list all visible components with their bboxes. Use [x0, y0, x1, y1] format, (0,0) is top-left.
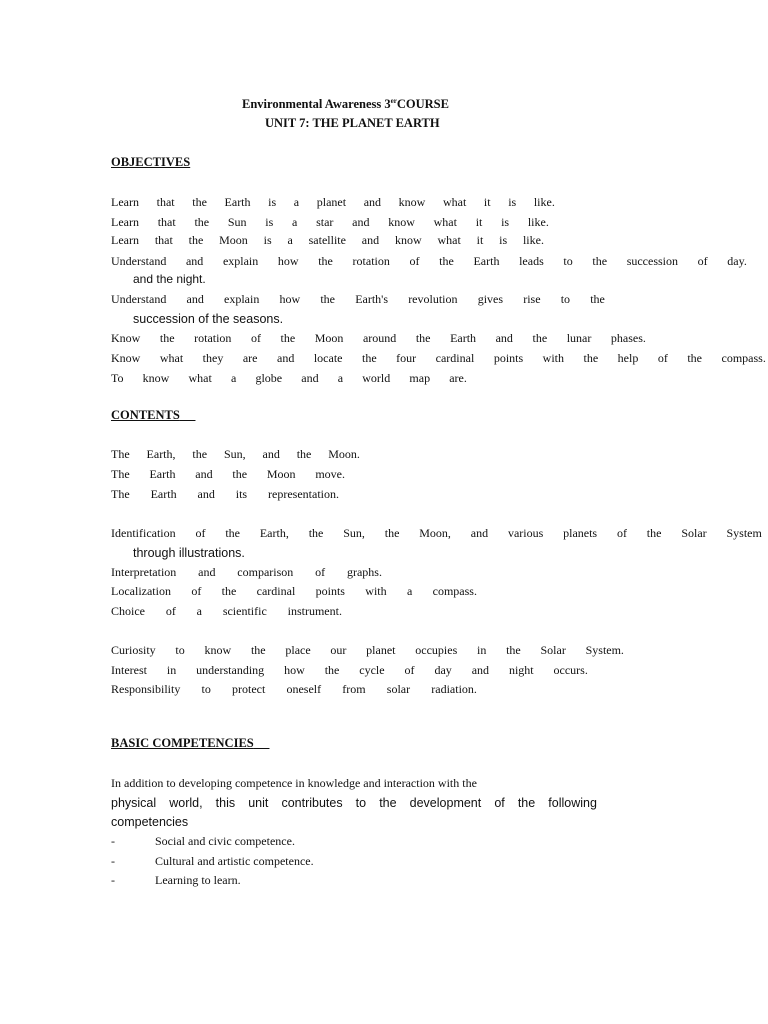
- word: Earth,: [259, 526, 289, 540]
- word: The: [111, 487, 130, 501]
- word: it: [483, 195, 491, 209]
- word: map: [409, 371, 431, 385]
- word: world: [362, 371, 391, 385]
- word: the: [517, 796, 536, 810]
- word: the: [384, 526, 400, 540]
- word: the: [324, 663, 340, 677]
- word: Earth: [473, 254, 500, 268]
- word: are: [242, 351, 258, 365]
- course-title: [242, 97, 449, 112]
- word: a: [196, 604, 202, 618]
- word: Responsibility: [111, 682, 181, 696]
- word: the: [188, 233, 204, 247]
- word: Sun,: [343, 526, 365, 540]
- word: know: [204, 643, 232, 657]
- unit-title: UNIT 7: THE PLANET EARTH: [265, 116, 440, 130]
- bullet-dash: -: [111, 834, 115, 848]
- objective-line: [111, 232, 544, 248]
- word: Earth,: [146, 447, 176, 461]
- word: to: [563, 254, 573, 268]
- word: like.: [527, 215, 549, 229]
- word: rise: [523, 292, 541, 306]
- word: the: [192, 195, 207, 209]
- word: Learn: [111, 195, 139, 209]
- word: with: [365, 584, 387, 598]
- word: and: [361, 233, 380, 247]
- word: Moon,: [419, 526, 451, 540]
- word: points: [493, 351, 524, 365]
- word: that: [157, 215, 176, 229]
- word: the: [232, 467, 248, 481]
- word: Learn: [111, 215, 139, 229]
- word: phases.: [610, 331, 646, 345]
- word: day.: [727, 254, 747, 268]
- word: and: [471, 663, 490, 677]
- word: radiation.: [431, 682, 477, 696]
- word: and: [198, 565, 216, 579]
- word: the: [308, 526, 324, 540]
- word: is: [508, 195, 517, 209]
- word: place: [285, 643, 311, 657]
- word: and: [301, 371, 319, 385]
- word: the: [646, 526, 662, 540]
- word: rotation: [352, 254, 390, 268]
- course-title-prefix: Environmental Awareness 3: [242, 97, 391, 112]
- word: what: [437, 233, 461, 247]
- word: our: [330, 643, 347, 657]
- word: in: [476, 643, 487, 657]
- word: of: [315, 565, 326, 579]
- word: Interpretation: [111, 565, 177, 579]
- objective-continuation: succession of the seasons.: [133, 312, 284, 326]
- word: and: [352, 215, 370, 229]
- word: protect: [232, 682, 266, 696]
- objective-line: [111, 194, 555, 210]
- word: Earth: [150, 487, 177, 501]
- word: know: [398, 195, 426, 209]
- word: of: [191, 584, 202, 598]
- competencies-heading-text: BASIC COMPETENCIES: [111, 736, 254, 750]
- word: the: [592, 254, 608, 268]
- word: Solar: [540, 643, 566, 657]
- word: the: [221, 584, 237, 598]
- word: lunar: [566, 331, 592, 345]
- bullet-dash: -: [111, 854, 115, 868]
- word: to: [175, 643, 185, 657]
- word: System.: [585, 643, 624, 657]
- competencies-intro-3: competencies: [111, 815, 189, 829]
- word: know: [142, 371, 170, 385]
- word: occupies: [415, 643, 458, 657]
- word: solar: [386, 682, 411, 696]
- word: cycle: [359, 663, 385, 677]
- word: the: [415, 331, 431, 345]
- word: a: [292, 215, 298, 229]
- word: contributes: [281, 796, 343, 810]
- word: compass.: [721, 351, 766, 365]
- word: it: [476, 233, 484, 247]
- word: Choice: [111, 604, 145, 618]
- content-line: [111, 466, 345, 482]
- word: Moon.: [328, 447, 360, 461]
- course-title-suffix: COURSE: [396, 97, 449, 112]
- competency-item: [111, 872, 241, 888]
- word: to: [355, 796, 367, 810]
- word: Earth: [149, 467, 176, 481]
- word: Sun: [227, 215, 247, 229]
- word: of: [616, 526, 627, 540]
- word: the: [361, 351, 377, 365]
- word: the: [192, 447, 208, 461]
- content-line: [111, 486, 339, 502]
- word: gives: [477, 292, 504, 306]
- word: comparison: [237, 565, 294, 579]
- word: following: [548, 796, 597, 810]
- word: globe: [255, 371, 283, 385]
- word: and: [262, 447, 280, 461]
- word: four: [396, 351, 417, 365]
- content-line: [111, 446, 360, 462]
- word: how: [284, 663, 305, 677]
- competency-item: [111, 833, 295, 849]
- objectives-heading: OBJECTIVES: [111, 155, 191, 169]
- word: star: [316, 215, 334, 229]
- competency-text: Social and civic competence.: [155, 834, 295, 848]
- word: Earth's: [355, 292, 389, 306]
- word: Understand: [111, 292, 167, 306]
- word: what: [159, 351, 184, 365]
- word: Know: [111, 351, 141, 365]
- word: Moon: [219, 233, 248, 247]
- competencies-intro-2: [111, 794, 597, 812]
- word: from: [342, 682, 366, 696]
- course-title-sup: er: [390, 97, 397, 105]
- word: is: [268, 195, 277, 209]
- content-line: [111, 642, 624, 658]
- word: a: [406, 584, 413, 598]
- word: they: [202, 351, 224, 365]
- word: compass.: [432, 584, 477, 598]
- word: unit: [248, 796, 269, 810]
- word: is: [501, 215, 510, 229]
- word: move.: [315, 467, 345, 481]
- word: what: [188, 371, 212, 385]
- word: how: [279, 292, 301, 306]
- objective-continuation: and the night.: [133, 272, 206, 286]
- objective-line: [111, 291, 605, 307]
- word: what: [433, 215, 457, 229]
- word: to: [560, 292, 571, 306]
- word: and: [185, 254, 204, 268]
- word: of: [494, 796, 505, 810]
- word: it: [475, 215, 483, 229]
- bullet-dash: -: [111, 873, 115, 887]
- objective-line: [111, 253, 747, 269]
- content-line: [111, 583, 477, 599]
- word: physical: [111, 796, 157, 810]
- objective-line: [111, 350, 766, 366]
- word: a: [287, 233, 293, 247]
- objective-line: [111, 330, 646, 346]
- word: of: [165, 604, 176, 618]
- word: The: [111, 447, 130, 461]
- word: with: [542, 351, 564, 365]
- content-continuation: through illustrations.: [133, 546, 245, 560]
- word: Understand: [111, 254, 167, 268]
- word: what: [442, 195, 467, 209]
- word: is: [263, 233, 272, 247]
- word: of: [657, 351, 668, 365]
- word: this: [215, 796, 236, 810]
- word: the: [296, 447, 312, 461]
- word: that: [156, 195, 175, 209]
- word: understanding: [196, 663, 265, 677]
- word: various: [507, 526, 544, 540]
- word: and: [277, 351, 295, 365]
- word: satellite: [308, 233, 346, 247]
- objective-line: [111, 214, 549, 230]
- word: Know: [111, 331, 141, 345]
- word: the: [250, 643, 266, 657]
- word: that: [154, 233, 173, 247]
- word: Curiosity: [111, 643, 156, 657]
- word: Solar: [681, 526, 707, 540]
- word: how: [277, 254, 299, 268]
- content-line: [111, 525, 762, 541]
- word: locate: [313, 351, 343, 365]
- word: Earth: [450, 331, 477, 345]
- competency-text: Cultural and artistic competence.: [155, 854, 314, 868]
- word: representation.: [268, 487, 339, 501]
- word: To: [111, 371, 124, 385]
- word: the: [320, 292, 336, 306]
- word: instrument.: [287, 604, 342, 618]
- word: the: [225, 526, 240, 540]
- content-line: [111, 662, 588, 678]
- competencies-heading: [111, 736, 269, 751]
- word: of: [409, 254, 420, 268]
- word: The: [111, 467, 130, 481]
- word: to: [201, 682, 211, 696]
- content-line: [111, 564, 382, 580]
- word: the: [318, 254, 333, 268]
- contents-heading: [111, 408, 195, 423]
- word: know: [388, 215, 415, 229]
- word: the: [379, 796, 397, 810]
- word: know: [394, 233, 422, 247]
- word: System: [726, 526, 762, 540]
- word: night: [508, 663, 534, 677]
- word: and: [495, 331, 513, 345]
- word: cardinal: [256, 584, 296, 598]
- competencies-intro: In addition to developing competence in knowledge and interaction with the: [111, 776, 477, 790]
- word: oneself: [286, 682, 322, 696]
- word: and: [197, 487, 215, 501]
- word: explain: [224, 292, 260, 306]
- word: and: [470, 526, 489, 540]
- word: Sun,: [223, 447, 246, 461]
- contents-heading-text: CONTENTS: [111, 408, 180, 422]
- word: of: [250, 331, 261, 345]
- word: and: [195, 467, 213, 481]
- word: occurs.: [553, 663, 588, 677]
- word: a: [293, 195, 300, 209]
- word: planets: [563, 526, 598, 540]
- word: its: [235, 487, 248, 501]
- word: points: [315, 584, 345, 598]
- word: around: [362, 331, 397, 345]
- word: world,: [169, 796, 203, 810]
- word: cardinal: [435, 351, 475, 365]
- word: planet: [366, 643, 396, 657]
- word: explain: [222, 254, 259, 268]
- word: scientific: [222, 604, 267, 618]
- word: are.: [449, 371, 467, 385]
- word: like.: [522, 233, 544, 247]
- word: and: [186, 292, 204, 306]
- content-line: [111, 603, 342, 619]
- word: like.: [533, 195, 555, 209]
- word: Interest: [111, 663, 147, 677]
- word: Localization: [111, 584, 171, 598]
- word: the: [159, 331, 175, 345]
- word: is: [265, 215, 274, 229]
- word: a: [337, 371, 344, 385]
- content-line: [111, 681, 477, 697]
- competency-item: [111, 853, 314, 869]
- word: the: [583, 351, 599, 365]
- competency-text: Learning to learn.: [155, 873, 241, 887]
- word: the: [280, 331, 296, 345]
- word: succession: [626, 254, 679, 268]
- word: the: [506, 643, 521, 657]
- word: of: [195, 526, 206, 540]
- word: graphs.: [346, 565, 382, 579]
- word: planet: [316, 195, 347, 209]
- word: the: [687, 351, 703, 365]
- word: the: [532, 331, 548, 345]
- word: the: [194, 215, 210, 229]
- word: day: [434, 663, 452, 677]
- word: Earth: [224, 195, 251, 209]
- word: Learn: [111, 233, 139, 247]
- word: of: [697, 254, 708, 268]
- word: Moon: [266, 467, 296, 481]
- word: of: [404, 663, 415, 677]
- word: development: [409, 796, 482, 810]
- word: Moon: [314, 331, 344, 345]
- word: the: [439, 254, 454, 268]
- word: help: [617, 351, 639, 365]
- word: rotation: [194, 331, 232, 345]
- word: revolution: [408, 292, 458, 306]
- word: the: [590, 292, 605, 306]
- objective-line: [111, 370, 467, 386]
- word: leads: [519, 254, 544, 268]
- word: in: [166, 663, 177, 677]
- word: and: [363, 195, 382, 209]
- word: Identification: [111, 526, 176, 540]
- word: is: [499, 233, 508, 247]
- word: a: [230, 371, 237, 385]
